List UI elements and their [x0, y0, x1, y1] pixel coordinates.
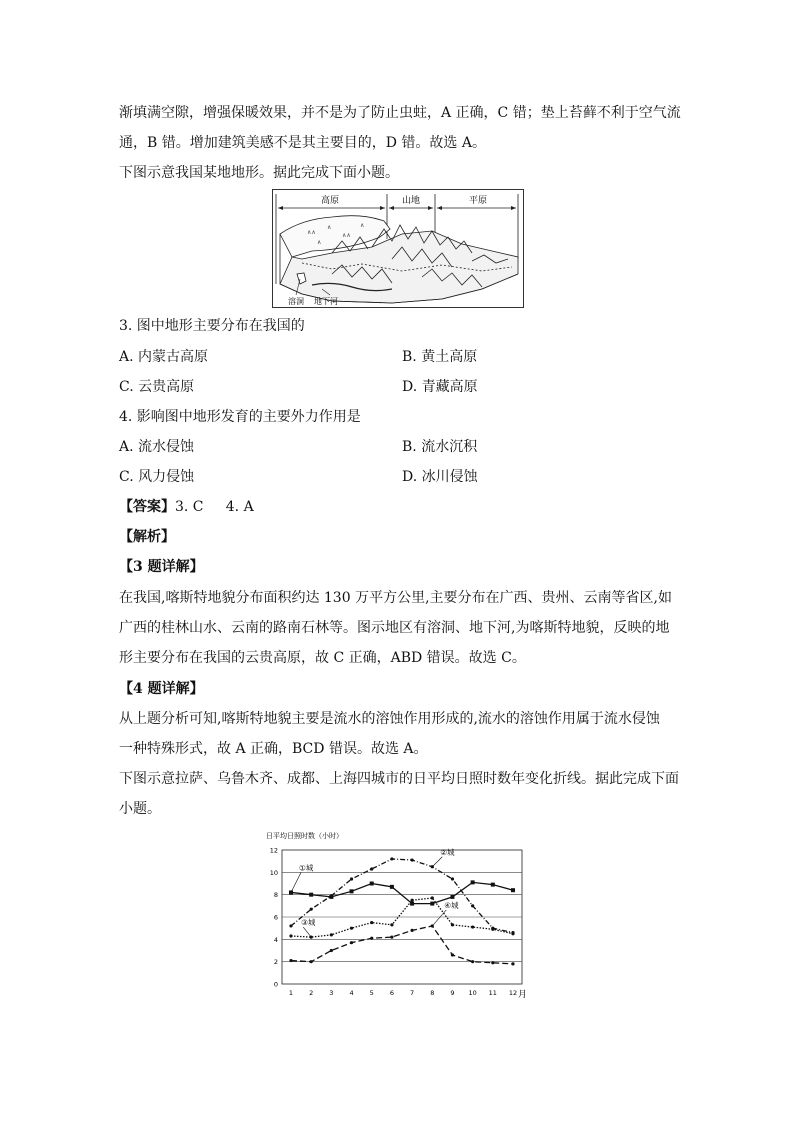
annotation-label: ③城 [301, 918, 316, 928]
annotation-leader [303, 927, 311, 937]
x-axis-label: 月 [518, 990, 528, 1000]
terrain-label-plain: 平原 [468, 196, 488, 206]
series-4-point [390, 936, 393, 939]
annotation-leader [432, 857, 442, 867]
series-1-point [390, 885, 394, 889]
q3-option-c: C. 云贵高原 [119, 379, 195, 395]
series-3-point [289, 934, 292, 937]
analysis-title: 【解析】 [119, 529, 175, 545]
answer-text: 3. C 4. A [175, 499, 254, 515]
series-4-point [310, 960, 313, 963]
series-3-point [370, 921, 373, 924]
x-tick-label: 5 [369, 989, 374, 997]
series-line-3 [291, 898, 513, 937]
series-2-point [370, 867, 373, 870]
svg-text:∧: ∧ [360, 222, 365, 229]
q4-option-c: C. 风力侵蚀 [119, 469, 195, 485]
terrain-figure [272, 189, 524, 308]
series-3-point [471, 925, 474, 928]
series-3-point [491, 928, 494, 931]
series-1-point [430, 902, 434, 906]
series-3-point [350, 927, 353, 930]
y-tick-label: 12 [269, 846, 278, 855]
series-2-point [451, 877, 454, 880]
series-2-point [350, 877, 353, 880]
x-tick-label: 6 [389, 989, 394, 997]
y-tick-label: 6 [273, 913, 278, 922]
series-3-point [431, 896, 434, 899]
series-4-point [350, 941, 353, 944]
series-4-point [370, 937, 373, 940]
q3-option-b: B. 黄土高原 [402, 349, 478, 365]
intro-line-1: 渐填满空隙，增强保暖效果，并不是为了防止虫蛀，A 正确，C 错；垫上苔藓不利于空气流 [119, 105, 681, 121]
series-3-point [410, 899, 413, 902]
series-1-point [309, 893, 313, 897]
series-1-point [471, 880, 475, 884]
q4-option-b: B. 流水沉积 [402, 439, 478, 455]
q4-detail-title: 【4 题详解】 [119, 681, 204, 697]
svg-text:∧: ∧ [317, 239, 322, 246]
series-4-point [330, 949, 333, 952]
series-1-point [450, 895, 454, 899]
q4-option-d: D. 冰川侵蚀 [402, 469, 478, 485]
series-2-point [471, 904, 474, 907]
series-1-point [511, 888, 515, 892]
q3-detail-title: 【3 题详解】 [119, 559, 204, 575]
annotation-leader [291, 872, 301, 892]
x-tick-label: 10 [468, 989, 477, 997]
series-3-point [451, 923, 454, 926]
terrain-label-plateau: 高原 [320, 196, 340, 206]
y-tick-label: 0 [273, 980, 278, 989]
series-2-point [410, 858, 413, 861]
series-3-point [390, 923, 393, 926]
x-tick-label: 11 [488, 989, 497, 997]
series-line-4 [291, 926, 513, 964]
chart-title: 日平均日照时数（小时） [266, 832, 343, 840]
answer-label: 【答案】 [119, 499, 175, 515]
q3-option-d: D. 青藏高原 [402, 379, 478, 395]
series-4-point [511, 962, 514, 965]
annotation-leader [432, 910, 446, 926]
sunshine-line-chart [260, 826, 532, 1010]
series-1-point [289, 890, 293, 894]
y-tick-label: 2 [273, 958, 278, 967]
q3-detail-line-2: 广西的桂林山水、云南的路南石林等。图示地区有溶洞、地下河,为喀斯特地貌，反映的地 [119, 620, 670, 636]
q3-detail-line-3: 形主要分布在我国的云贵高原，故 C 正确，ABD 错误。故选 C。 [119, 650, 526, 666]
series-4-point [451, 953, 454, 956]
q3-option-a: A. 内蒙古高原 [119, 349, 209, 365]
x-tick-label: 8 [430, 989, 435, 997]
x-tick-label: 7 [410, 989, 415, 997]
x-tick-label: 3 [329, 989, 334, 997]
annotation-label: ②城 [440, 847, 455, 857]
series-2-point [390, 857, 393, 860]
annotation-label: ①城 [299, 863, 314, 873]
terrain-label-underground-river: 地下河 [314, 297, 338, 306]
intro-line-2: 通，B 错。增加建筑美感不是其主要目的，D 错。故选 A。 [119, 135, 486, 151]
series-4-point [471, 960, 474, 963]
x-tick-label: 2 [309, 989, 314, 997]
next-intro-line-2: 小题。 [119, 801, 161, 817]
series-4-point [491, 961, 494, 964]
svg-text:∧: ∧ [327, 224, 332, 231]
q4-option-a: A. 流水侵蚀 [119, 439, 195, 455]
x-tick-label: 12 [508, 989, 518, 997]
q3-detail-line-1: 在我国,喀斯特地貌分布面积约达 130 万平方公里,主要分布在广西、贵州、云南等省区,如 [119, 590, 672, 606]
series-4-point [289, 959, 292, 962]
answer-line [119, 497, 254, 517]
q3-stem: 3. 图中地形主要分布在我国的 [119, 318, 305, 334]
x-tick-label: 9 [450, 989, 455, 997]
terrain-label-cave: 溶洞 [288, 297, 304, 306]
q4-detail-line-1: 从上题分析可知,喀斯特地貌主要是流水的溶蚀作用形成的,流水的溶蚀作用属于流水侵蚀 [119, 711, 660, 727]
y-tick-label: 8 [273, 891, 278, 900]
y-tick-label: 4 [273, 935, 278, 944]
terrain-label-mountain: 山地 [401, 196, 421, 206]
series-4-point [410, 929, 413, 932]
svg-text:∧∧: ∧∧ [307, 229, 316, 236]
q4-stem: 4. 影响图中地形发育的主要外力作用是 [119, 409, 361, 425]
series-2-point [289, 924, 292, 927]
series-2-point [330, 894, 333, 897]
q4-detail-line-2: 一种特殊形式，故 A 正确，BCD 错误。故选 A。 [119, 741, 428, 757]
y-tick-label: 10 [269, 868, 278, 877]
series-2-point [310, 908, 313, 911]
next-intro-line-1: 下图示意拉萨、乌鲁木齐、成都、上海四城市的日平均日照时数年变化折线。据此完成下面 [119, 771, 679, 787]
x-tick-label: 1 [288, 989, 294, 997]
series-1-point [491, 883, 495, 887]
svg-text:∧∧: ∧∧ [342, 232, 351, 239]
series-1-point [350, 889, 354, 893]
intro-line-3: 下图示意我国某地地形。据此完成下面小题。 [119, 165, 399, 181]
series-3-point [330, 933, 333, 936]
x-tick-label: 4 [349, 989, 354, 997]
series-1-point [370, 882, 374, 886]
series-3-point [511, 932, 514, 935]
annotation-label: ④城 [444, 900, 459, 910]
